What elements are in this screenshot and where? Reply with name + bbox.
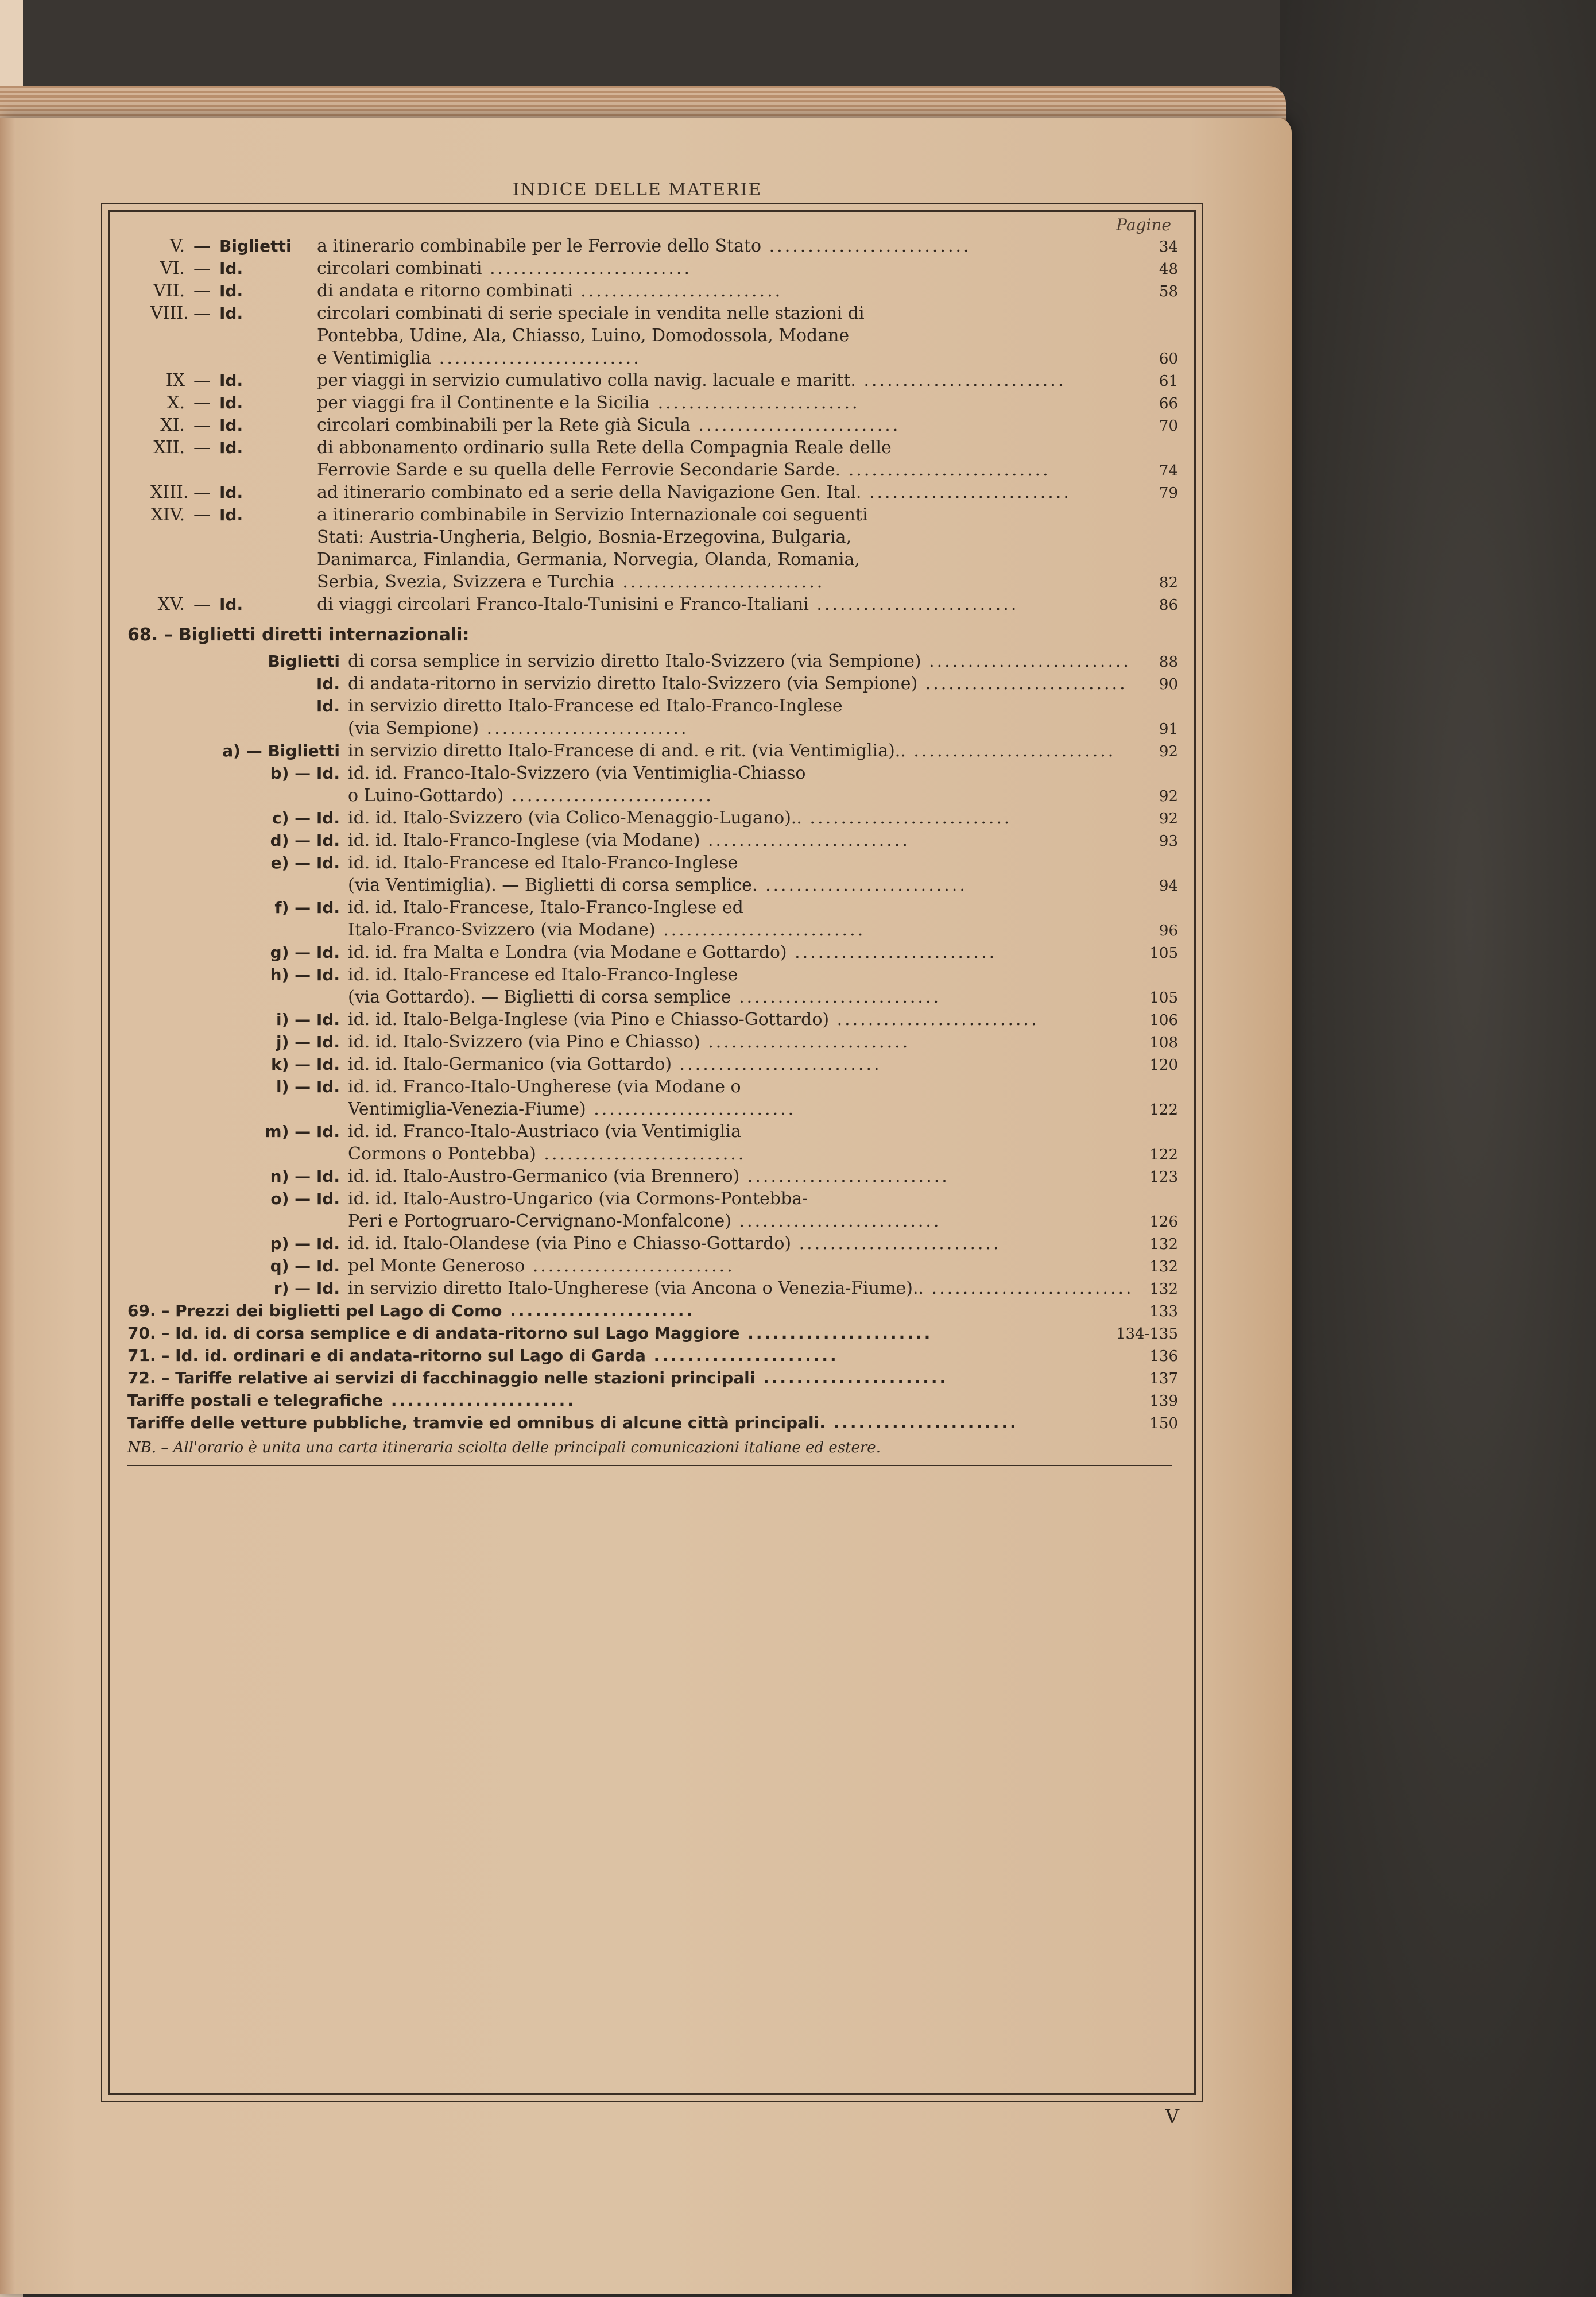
toc-row	[145, 674, 1178, 695]
toc-row	[145, 696, 1178, 717]
toc-row	[127, 1323, 1178, 1344]
index-frame	[108, 210, 1196, 2128]
entry-lead: n) — Id.	[270, 1167, 340, 1186]
entry-text: circolari combinati di serie speciale in vendita nelle stazioni di	[317, 303, 865, 323]
toc-row	[145, 875, 1178, 896]
toc-row	[145, 853, 1178, 873]
page-number: 106	[1149, 1012, 1178, 1029]
entry-text: id. id. Italo-Francese ed Italo-Franco-Inglese	[348, 853, 738, 873]
toc-row	[145, 830, 1178, 852]
roman-number: IX	[165, 370, 185, 390]
keyword: Biglietti	[219, 237, 292, 256]
entry-lead: c) — Id.	[272, 809, 340, 827]
toc-row	[145, 1166, 1178, 1188]
toc-row	[145, 1211, 1178, 1232]
entry-text: Peri e Portogruaro-Cervignano-Monfalcone) ..........................	[348, 1211, 942, 1231]
toc-row	[127, 1390, 1178, 1412]
note-line	[127, 1437, 1178, 1458]
toc-row	[145, 1122, 1178, 1142]
toc-row	[150, 393, 1178, 414]
entry-lead: k) — Id.	[270, 1055, 340, 1074]
keyword: Id.	[219, 281, 243, 300]
dash: —	[193, 258, 211, 279]
entry-text: Ventimiglia-Venezia-Fiume) ..........................	[348, 1099, 796, 1119]
entry-text: in servizio diretto Italo-Francese di and. e rit. (via Ventimiglia).. ..........................	[348, 741, 1116, 761]
entry-text: di viaggi circolari Franco-Italo-Tunisini e Franco-Italiani ..........................	[317, 594, 1019, 614]
entry-text: Stati: Austria-Ungheria, Belgio, Bosnia-Erzegovina, Bulgaria,	[317, 527, 852, 547]
toc-row	[145, 651, 1178, 672]
leader-dots: ..........................	[757, 875, 967, 895]
toc-row	[150, 460, 1178, 481]
page-number: 66	[1159, 395, 1178, 412]
footer-rule	[127, 1465, 1172, 1466]
keyword: Id.	[219, 416, 243, 435]
entry-lead: q) — Id.	[270, 1256, 340, 1275]
page-number: 105	[1149, 945, 1178, 962]
toc-row	[145, 786, 1178, 807]
page-number: 88	[1159, 653, 1178, 671]
entry-text: id. id. Italo-Germanico (via Gottardo) ..........................	[348, 1054, 882, 1074]
page-number: 92	[1159, 743, 1178, 760]
toc-row	[145, 1233, 1178, 1255]
dash: —	[193, 482, 211, 502]
roman-number: V.	[170, 236, 185, 256]
roman-number: XIV.	[150, 505, 185, 525]
entry-lead: Biglietti	[268, 652, 340, 671]
leader-dots: ..........................	[808, 594, 1019, 614]
entry-lead: j) — Id.	[276, 1033, 340, 1051]
leader-dots: ..........................	[917, 674, 1128, 694]
page-number: 122	[1149, 1146, 1178, 1163]
page-number: 132	[1149, 1258, 1178, 1275]
dash: —	[193, 236, 211, 256]
keyword: Id.	[219, 483, 243, 502]
leader-dots: ..........................	[586, 1099, 796, 1119]
roman-number: VII.	[153, 281, 185, 301]
entry-lead: o) — Id.	[270, 1189, 340, 1208]
page-number: 48	[1159, 261, 1178, 278]
page-number: 79	[1159, 485, 1178, 502]
dash: —	[193, 281, 211, 301]
entry-text: 71. – Id. id. ordinari e di andata-ritorno sul Lago di Garda ......................	[127, 1346, 839, 1365]
entry-text: di andata e ritorno combinati ..........................	[317, 281, 783, 301]
leader-dots: ......................	[383, 1391, 576, 1410]
entry-text: id. id. Franco-Italo-Ungherese (via Modane o	[348, 1077, 741, 1097]
toc-row	[145, 987, 1178, 1008]
entry-text: a itinerario combinabile per le Ferrovie dello Stato ..........................	[317, 236, 971, 256]
page-number: 139	[1149, 1393, 1178, 1410]
dash: —	[193, 370, 211, 390]
leader-dots: ..........................	[650, 393, 860, 413]
entry-text: Danimarca, Finlandia, Germania, Norvegia, Olanda, Romania,	[317, 550, 860, 570]
entry-lead: g) — Id.	[270, 943, 340, 962]
toc-row	[150, 281, 1178, 302]
toc-row	[145, 1077, 1178, 1097]
page-number: 74	[1159, 462, 1178, 479]
entry-text: in servizio diretto Italo-Francese ed Italo-Franco-Inglese	[348, 696, 843, 716]
page-number: 86	[1159, 597, 1178, 614]
dash: —	[193, 438, 211, 458]
toc-row	[145, 898, 1178, 918]
toc-row	[150, 550, 1178, 570]
page-number: 93	[1159, 833, 1178, 850]
leader-dots: ..........................	[525, 1256, 735, 1276]
entry-text: e Ventimiglia ..........................	[317, 348, 641, 368]
roman-number: XV.	[157, 594, 185, 614]
entry-text: id. id. Italo-Francese ed Italo-Franco-Inglese	[348, 965, 738, 985]
roman-number: XII.	[153, 438, 185, 458]
leader-dots: ......................	[739, 1324, 933, 1343]
page-number: 123	[1149, 1169, 1178, 1186]
entry-text: id. id. Italo-Franco-Inglese (via Modane) ..........................	[348, 830, 910, 850]
page-number: 122	[1149, 1101, 1178, 1119]
roman-number: X.	[167, 393, 185, 413]
pagine-column-label: Pagine	[1116, 215, 1171, 234]
page-number: 82	[1159, 574, 1178, 591]
dash: —	[193, 393, 211, 413]
entry-lead: m) — Id.	[265, 1122, 340, 1141]
entry-text: Serbia, Svezia, Svizzera e Turchia ..........................	[317, 572, 825, 592]
leader-dots: ..........................	[614, 572, 825, 592]
page-number: 92	[1159, 788, 1178, 805]
leader-dots: ..........................	[572, 281, 783, 301]
page-number: 126	[1149, 1213, 1178, 1231]
toc-row	[150, 303, 1178, 324]
leader-dots: ..........................	[921, 651, 1132, 671]
keyword: Id.	[219, 505, 243, 524]
toc-row	[145, 1032, 1178, 1053]
entry-text: id. id. Italo-Belga-Inglese (via Pino e Chiasso-Gottardo) ..........................	[348, 1010, 1039, 1030]
page-number: 136	[1149, 1348, 1178, 1365]
entry-text: circolari combinabili per la Rete già Sicula ..........................	[317, 415, 901, 435]
leader-dots: ..........................	[700, 830, 910, 850]
entry-text: per viaggi in servizio cumulativo colla navig. lacuale e maritt. ..........................	[317, 370, 1066, 390]
dash: —	[193, 594, 211, 614]
toc-row	[145, 1010, 1178, 1031]
section-68-title: 68. – Biglietti diretti internazionali:	[127, 625, 470, 645]
roman-number: XIII.	[150, 482, 189, 502]
toc-row	[145, 718, 1178, 740]
dash: —	[193, 505, 211, 525]
leader-dots: ..........................	[855, 370, 1066, 390]
toc-row	[145, 1054, 1178, 1076]
page-spine	[0, 118, 16, 2294]
toc-row	[150, 527, 1178, 548]
entry-text: di andata-ritorno in servizio diretto Italo-Svizzero (via Sempione) ..........................	[348, 674, 1128, 694]
entry-lead: f) — Id.	[274, 898, 340, 917]
toc-row	[145, 942, 1178, 964]
leader-dots: ..........................	[731, 1211, 942, 1231]
running-title: INDICE DELLE MATERIE	[512, 180, 762, 200]
leader-dots: ..........................	[840, 460, 1051, 480]
page-number: 150	[1149, 1415, 1178, 1432]
entry-lead: Id.	[316, 697, 340, 716]
entry-text: circolari combinati ..........................	[317, 258, 692, 279]
toc-row	[145, 920, 1178, 941]
toc-row	[145, 965, 1178, 985]
backdrop-right	[1280, 0, 1596, 2297]
toc-row	[150, 438, 1178, 458]
keyword: Id.	[219, 393, 243, 412]
entry-lead: d) — Id.	[270, 831, 340, 850]
entry-text: id. id. fra Malta e Londra (via Modane e Gottardo) ..........................	[348, 942, 997, 962]
leader-dots: ......................	[825, 1413, 1018, 1432]
leader-dots: ..........................	[479, 718, 689, 738]
entry-lead: b) — Id.	[270, 764, 340, 783]
entry-text: id. id. Franco-Italo-Svizzero (via Ventimiglia-Chiasso	[348, 763, 806, 783]
entry-text: 69. – Prezzi dei biglietti pel Lago di Como ......................	[127, 1301, 695, 1320]
entry-text: id. id. Italo-Svizzero (via Colico-Menaggio-Lugano).. ..........................	[348, 808, 1012, 828]
leader-dots: ..........................	[700, 1032, 911, 1052]
page-number: 61	[1159, 373, 1178, 390]
toc-row	[145, 741, 1178, 762]
leader-dots: ..........................	[431, 348, 641, 368]
page-number: 94	[1159, 877, 1178, 895]
entry-text: in servizio diretto Italo-Ungherese (via Ancona o Venezia-Fiume).. ..........................	[348, 1278, 1134, 1298]
page-number: 34	[1159, 238, 1178, 256]
roman-number: XI.	[160, 415, 185, 435]
toc-row	[127, 1301, 1178, 1322]
leader-dots: ..........................	[861, 482, 1071, 502]
leader-dots: ..........................	[761, 236, 971, 256]
toc-row	[145, 763, 1178, 784]
page-number: 134-135	[1115, 1325, 1178, 1343]
toc-row	[150, 415, 1178, 436]
leader-dots: ......................	[755, 1368, 948, 1387]
toc-row	[145, 808, 1178, 829]
toc-row	[145, 1278, 1178, 1300]
toc-row	[127, 1413, 1178, 1434]
entry-lead: h) — Id.	[270, 965, 340, 984]
page-number: 91	[1159, 721, 1178, 738]
keyword: Id.	[219, 259, 243, 278]
toc-row	[150, 236, 1178, 257]
entry-text: id. id. Italo-Svizzero (via Pino e Chiasso) ..........................	[348, 1032, 911, 1052]
toc-row	[127, 1368, 1178, 1389]
keyword: Id.	[219, 595, 243, 614]
leader-dots: ..........................	[731, 987, 942, 1007]
toc-row	[145, 1144, 1178, 1165]
leader-dots: ......................	[502, 1301, 695, 1320]
roman-number: VIII.	[150, 303, 189, 323]
leader-dots: ..........................	[787, 942, 997, 962]
toc-row	[150, 505, 1178, 525]
leader-dots: ..........................	[672, 1054, 882, 1074]
entry-text: id. id. Italo-Francese, Italo-Franco-Inglese ed	[348, 898, 743, 918]
entry-text: per viaggi fra il Continente e la Sicilia ..........................	[317, 393, 860, 413]
leader-dots: ..........................	[536, 1144, 746, 1164]
dash: —	[193, 303, 211, 323]
entry-text: a itinerario combinabile in Servizio Internazionale coi seguenti	[317, 505, 868, 525]
page-number: 132	[1149, 1236, 1178, 1253]
toc-row	[150, 326, 1178, 346]
entry-lead: p) — Id.	[270, 1234, 340, 1253]
toc-row	[145, 1189, 1178, 1209]
entry-text: di corsa semplice in servizio diretto Italo-Svizzero (via Sempione) ..........................	[348, 651, 1132, 671]
entry-text: Pontebba, Udine, Ala, Chiasso, Luino, Domodossola, Modane	[317, 326, 850, 346]
entry-lead: a) — Biglietti	[222, 741, 340, 760]
entry-text: Cormons o Pontebba) ..........................	[348, 1144, 746, 1164]
leader-dots: ..........................	[791, 1233, 1001, 1254]
entry-text: Tariffe delle vetture pubbliche, tramvie ed omnibus di alcune città principali. ......................	[127, 1413, 1018, 1432]
toc-row	[150, 482, 1178, 504]
entry-text: id. id. Italo-Olandese (via Pino e Chiasso-Gottardo) ..........................	[348, 1233, 1001, 1254]
entry-lead: i) — Id.	[276, 1010, 340, 1029]
entry-text: id. id. Italo-Austro-Germanico (via Brennero) ..........................	[348, 1166, 950, 1186]
toc-row	[150, 258, 1178, 280]
entry-text: (via Sempione) ..........................	[348, 718, 689, 738]
page-folio: V	[1165, 2105, 1179, 2128]
entry-lead: e) — Id.	[270, 853, 340, 872]
leader-dots: ..........................	[924, 1278, 1134, 1298]
entry-text: 70. – Id. id. di corsa semplice e di andata-ritorno sul Lago Maggiore ......................	[127, 1324, 933, 1343]
page-number: 90	[1159, 676, 1178, 693]
entry-text: pel Monte Generoso ..........................	[348, 1256, 735, 1276]
page-number: 70	[1159, 417, 1178, 435]
page-number: 133	[1149, 1303, 1178, 1320]
note-text: NB. – All'orario è unita una carta itineraria sciolta delle principali comunicazioni italiane ed estere.	[127, 1439, 881, 1456]
page-number: 105	[1149, 989, 1178, 1007]
toc-row	[145, 1256, 1178, 1277]
entry-text: di abbonamento ordinario sulla Rete della Compagnia Reale delle	[317, 438, 892, 458]
entry-text: (via Gottardo). — Biglietti di corsa semplice ..........................	[348, 987, 942, 1007]
entry-lead: r) — Id.	[273, 1279, 340, 1298]
entry-lead: l) — Id.	[276, 1077, 340, 1096]
entry-text: Ferrovie Sarde e su quella delle Ferrovie Secondarie Sarde. ..........................	[317, 460, 1051, 480]
entry-text: id. id. Italo-Austro-Ungarico (via Cormons-Pontebba-	[348, 1189, 808, 1209]
entry-text: ad itinerario combinato ed a serie della Navigazione Gen. Ital. ..........................	[317, 482, 1071, 502]
toc-row	[150, 594, 1178, 616]
entry-text: Italo-Franco-Svizzero (via Modane) ..........................	[348, 920, 866, 940]
page-number: 120	[1149, 1057, 1178, 1074]
keyword: Id.	[219, 371, 243, 390]
page-number: 60	[1159, 350, 1178, 368]
page-number: 132	[1149, 1281, 1178, 1298]
page-number: 58	[1159, 283, 1178, 300]
leader-dots: ..........................	[829, 1010, 1039, 1030]
page-number: 92	[1159, 810, 1178, 827]
dash: —	[193, 415, 211, 435]
leader-dots: ..........................	[801, 808, 1012, 828]
leader-dots: ..........................	[503, 786, 714, 806]
leader-dots: ..........................	[905, 741, 1116, 761]
page-number: 96	[1159, 922, 1178, 939]
entry-text: (via Ventimiglia). — Biglietti di corsa semplice. ..........................	[348, 875, 967, 895]
leader-dots: ..........................	[482, 258, 692, 279]
leader-dots: ..........................	[739, 1166, 950, 1186]
keyword: Id.	[219, 304, 243, 323]
book-page	[0, 118, 1292, 2294]
toc-row	[127, 1345, 1178, 1367]
keyword: Id.	[219, 438, 243, 457]
toc-row	[150, 348, 1178, 369]
entry-text: id. id. Franco-Italo-Austriaco (via Ventimiglia	[348, 1122, 741, 1142]
entry-text: Tariffe postali e telegrafiche ......................	[127, 1391, 576, 1410]
page-number: 137	[1149, 1370, 1178, 1387]
toc-row	[150, 370, 1178, 392]
roman-number: VI.	[160, 258, 185, 279]
entry-text: o Luino-Gottardo) ..........................	[348, 786, 714, 806]
leader-dots: ......................	[645, 1346, 839, 1365]
leader-dots: ..........................	[655, 920, 866, 940]
page-number: 108	[1149, 1034, 1178, 1051]
leader-dots: ..........................	[690, 415, 901, 435]
entry-text: 72. – Tariffe relative ai servizi di facchinaggio nelle stazioni principali ......................	[127, 1368, 948, 1387]
entry-lead: Id.	[316, 674, 340, 693]
toc-row	[145, 1099, 1178, 1120]
toc-row	[150, 572, 1178, 593]
